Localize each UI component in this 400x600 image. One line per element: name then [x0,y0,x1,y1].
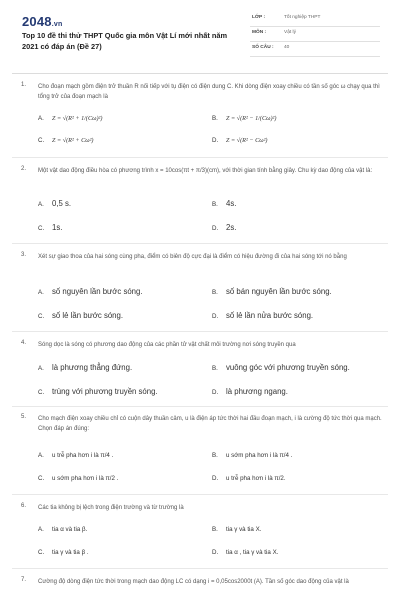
question-text: Sóng dọc là sóng có phương dao động của các phần tử vật chất môi trường nơi sóng truyền qua [38,342,296,348]
question-number: 4. [21,340,27,346]
meta-value: 40 [284,45,290,50]
option-d[interactable]: D. Z = √(R² − Cω²) [212,137,268,144]
meta-key: MÔN : [252,30,267,35]
question-divider [12,243,388,244]
meta-row-count [250,42,380,57]
option-a[interactable]: A. tia α và tia β. [38,526,88,533]
logo-tld: .vn [51,21,63,28]
meta-info-table [250,12,380,57]
option-b[interactable]: B. vuông góc với phương truyền sóng. [212,363,350,372]
option-a[interactable]: A. là phương thẳng đứng. [38,363,133,372]
meta-key: SỐ CÂU : [252,45,274,50]
option-b[interactable]: B. 4s. [212,199,237,208]
question-divider [12,331,388,332]
question-text: Một vật dao động điều hòa có phương trình x = 10cos(πt + π/3)(cm), với thời gian tính bằng giây. Chu kỳ dao động của vật là: [38,168,373,174]
question-text: Các tia không bị lệch trong điện trường và từ trường là [38,505,184,511]
document-title: Top 10 đề thi thử THPT Quốc gia môn Vật Lí mới nhất năm 2021 có đáp án (Đề 27) [22,31,228,51]
option-c[interactable]: C. tia γ và tia β . [38,549,89,556]
question-number: 6. [21,503,27,509]
question-number: 7. [21,577,27,583]
meta-value: Vật lý [284,30,296,35]
question-text: Cho mạch điện xoay chiều chỉ có cuộn dây thuần cảm, u là điện áp tức thời hai đầu đoạn mạch, i là cường độ tức thời qua mạch. Chọn đáp án đúng: [38,416,382,432]
meta-key: LỚP : [252,15,266,20]
meta-value: Tốt nghiệp THPT [284,15,321,20]
option-c[interactable]: C. 1s. [38,223,63,232]
option-c[interactable]: C. Z = √(R² + Cω²) [38,137,94,144]
option-a[interactable]: A. số nguyên lần bước sóng. [38,287,143,296]
meta-row-subject [250,27,380,42]
meta-row-class [250,12,380,27]
document-header [0,0,400,72]
option-d[interactable]: D. u trễ pha hơn i là π/2. [212,475,286,482]
option-d[interactable]: D. số lẻ lần nửa bước sóng. [212,311,314,320]
question-divider [12,406,388,407]
option-b[interactable]: B. tia γ và tia X. [212,526,262,533]
option-c[interactable]: C. trùng với phương truyền sóng. [38,387,158,396]
question-divider [12,568,388,569]
question-number: 1. [21,82,27,88]
site-logo[interactable] [22,14,62,29]
option-b[interactable]: B. Z = √(R² − 1/(Cω)²) [212,115,277,122]
option-a[interactable]: A. Z = √(R² + 1/(Cω)²) [38,115,103,122]
option-a[interactable]: A. u trễ pha hơn i là π/4 . [38,452,114,459]
question-number: 5. [21,414,27,420]
question-text: Xét sự giao thoa của hai sóng cùng pha, điểm có biên độ cực đại là điểm có hiệu đường đi của hai sóng tới nó bằng [38,254,347,260]
option-b[interactable]: B. u sớm pha hơn i là π/4 . [212,452,293,459]
question-text: Cho đoạn mạch gồm điện trở thuần R nối tiếp với tụ điện có điện dung C. Khi dòng điện xoay chiều có tần số góc ω chạy qua thì tổng trở của đoạn mạch là [38,84,380,100]
question-number: 2. [21,166,27,172]
question-number: 3. [21,252,27,258]
option-c[interactable]: C. số lẻ lần bước sóng. [38,311,124,320]
header-divider [12,73,388,74]
option-d[interactable]: D. là phương ngang. [212,387,288,396]
option-d[interactable]: D. tia α , tia γ và tia X. [212,549,279,556]
option-d[interactable]: D. 2s. [212,223,237,232]
question-divider [12,157,388,158]
question-divider [12,494,388,495]
logo-brand: 2048 [22,14,52,29]
option-a[interactable]: A. 0,5 s. [38,199,72,208]
question-text: Cường độ dòng điện tức thời trong mạch dao động LC có dạng i = 0,05cos2000t (A). Tần số góc dao động của vật là [38,579,349,585]
option-c[interactable]: C. u sớm pha hơn i là π/2 . [38,475,119,482]
option-b[interactable]: B. số bán nguyên lần bước sóng. [212,287,332,296]
